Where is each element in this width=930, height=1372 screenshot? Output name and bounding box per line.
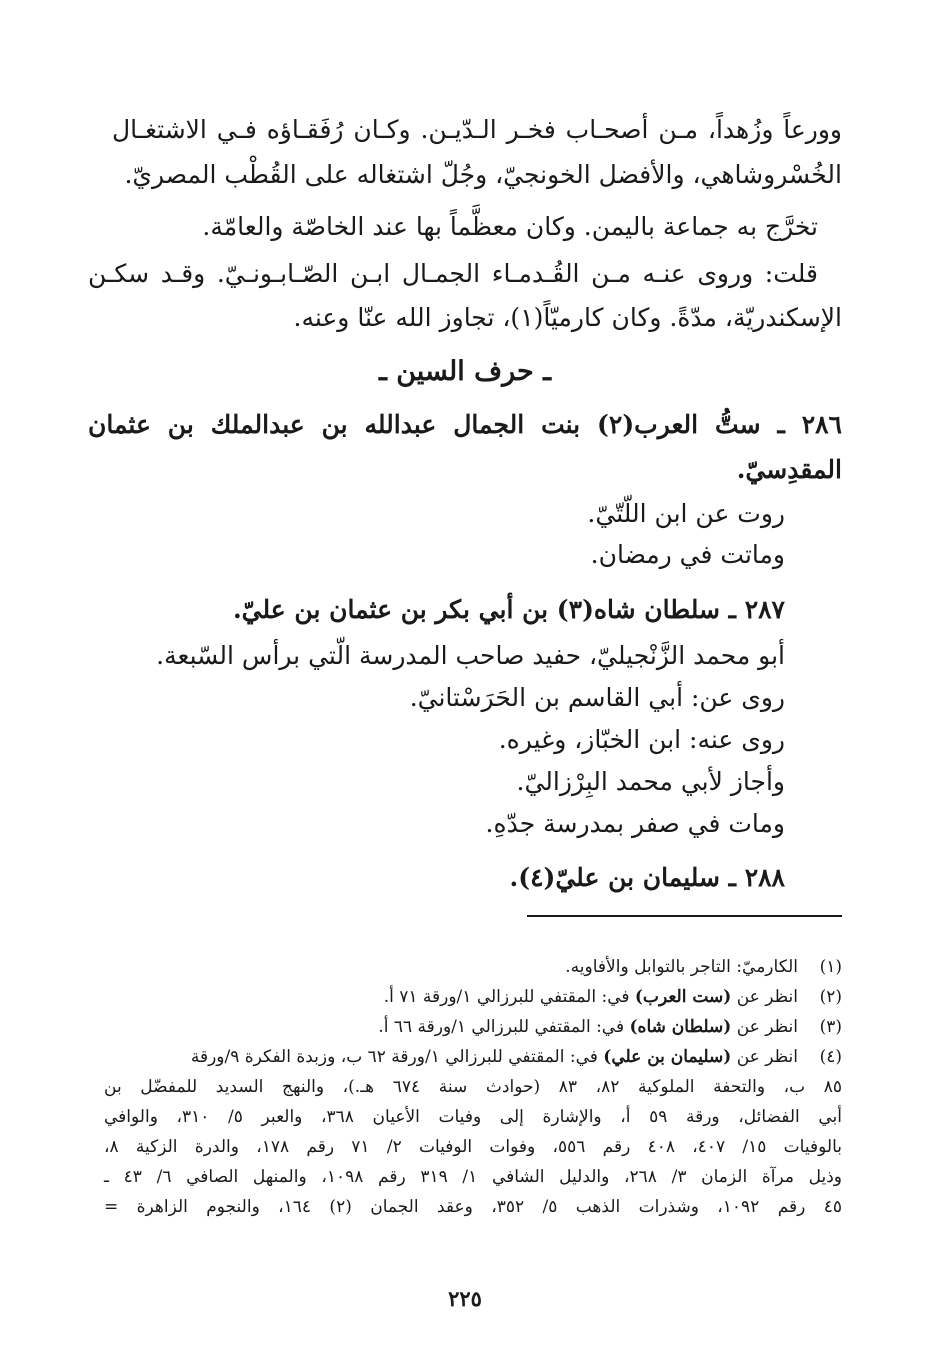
entry-287-heading: ٢٨٧ ـ سلطان شاه(٣) بن أبي بكر بن عثمان بن عليّ. [232, 595, 785, 624]
entry-286-death: وماتت في رمضان. [590, 540, 785, 569]
footnote-1 [104, 953, 842, 982]
footnote-3-subject: (سلطان شاه) [629, 1017, 732, 1037]
footnote-4-line-6: ٤٥ رقم ١٠٩٢، وشذرات الذهب ٥/ ٣٥٢، وعقد الجمان (٢) ١٦٤، والنجوم الزاهرة = [104, 1197, 842, 1217]
entry-286-heading: ٢٨٦ ـ ستُّ العرب(٢) بنت الجمال عبدالله بن عبدالملك بن عثمان [88, 410, 842, 439]
footnote-3-post: في: المقتفي للبرزالي ١/ورقة ٦٦ أ. [378, 1017, 630, 1037]
footnote-4-line-3: أبي الفضائل، ورقة ٥٩ أ، والإشارة إلى وفيات الأعيان ٣٦٨، والعبر ٥/ ٣١٠، والوافي [104, 1107, 843, 1127]
footnote-separator [527, 915, 842, 917]
footnote-3-pre: انظر عن [731, 1017, 798, 1037]
footnote-2-number: (٢) [819, 987, 842, 1007]
footnote-4 [104, 1043, 842, 1072]
paragraph-1-line-1: وورعاً وزُهداً، مـن أصحـاب فخـر الـدّيـن. وكـان رُفَقـاؤه فـي الاشتغـال [112, 115, 842, 144]
entry-287-kunya: أبو محمد الزَّنْجيليّ، حفيد صاحب المدرسة الّتي برأس السّبعة. [156, 641, 785, 670]
footnote-4-number: (٤) [819, 1047, 842, 1067]
entry-287-licensed: وأجاز لأبي محمد البِرْزاليّ. [516, 767, 785, 796]
entry-286-heading-cont: المقدِسيّ. [736, 455, 842, 484]
footnote-4-line-2: ٨٥ ب، والتحفة الملوكية ٨٢، ٨٣ (حوادث سنة ٦٧٤ هـ.)، والنهج السديد للمفضّل بن [104, 1077, 843, 1097]
footnote-4-pre: انظر عن [731, 1047, 798, 1067]
footnote-3-number: (٣) [819, 1017, 842, 1037]
entry-288-heading: ٢٨٨ ـ سليمان بن عليّ(٤). [509, 863, 785, 892]
footnote-1-number: (١) [819, 957, 842, 977]
entry-287-narrated-from: روى عن: أبي القاسم بن الحَرَسْتانيّ. [409, 683, 785, 712]
section-heading: ـ حرف السين ـ [378, 356, 552, 387]
footnote-4-subject: (سليمان بن علي) [603, 1047, 732, 1067]
footnote-2-post: في: المقتفي للبرزالي ١/ورقة ٧١ أ. [383, 987, 635, 1007]
footnote-1-text: الكارميّ: التاجر بالتوابل والأفاويه. [565, 957, 798, 977]
footnote-2 [104, 983, 842, 1012]
footnote-2-pre: انظر عن [731, 987, 798, 1007]
entry-287-narrated-by: روى عنه: ابن الخبّاز، وغيره. [498, 725, 785, 754]
paragraph-2-line-1: تخرَّج به جماعة باليمن. وكان معظَّماً بها عند الخاصّة والعامّة. [202, 212, 818, 241]
entry-286-narrated: روت عن ابن اللّتّيّ. [587, 499, 785, 528]
paragraph-3-line-1: قلت: وروى عنـه مـن القُـدمـاء الجمـال ابـن الصّـابـونـيّ. وقـد سكـن [88, 259, 818, 288]
footnote-4-post: في: المقتفي للبرزالي ١/ورقة ٦٢ ب، وزبدة الفكرة ٩/ورقة [190, 1047, 604, 1067]
page-number: ٢٢٥ [448, 1286, 482, 1311]
paragraph-1-line-2: الخُسْروشاهي، والأفضل الخونجيّ، وجُلّ اشتغاله على القُطْب المصريّ. [124, 160, 842, 189]
footnote-4-line-5: وذيل مرآة الزمان ٣/ ٢٦٨، والدليل الشافي ١/ ٣١٩ رقم ١٠٩٨، والمنهل الصافي ٦/ ٤٣ ـ [104, 1167, 842, 1187]
paragraph-3-line-2: الإسكندريّة، مدّةً. وكان كارميّاً(١)، تجاوز الله عنّا وعنه. [293, 303, 842, 332]
footnote-2-subject: (ست العرب) [634, 987, 732, 1007]
entry-287-death: ومات في صفر بمدرسة جدّهِ. [485, 809, 785, 838]
footnote-3 [104, 1013, 842, 1042]
footnote-4-line-4: بالوفيات ١٥/ ٤٠٧، ٤٠٨ رقم ٥٥٦، وفوات الوفيات ٢/ ٧١ رقم ١٧٨، والدرة الزكية ٨، [104, 1137, 842, 1157]
